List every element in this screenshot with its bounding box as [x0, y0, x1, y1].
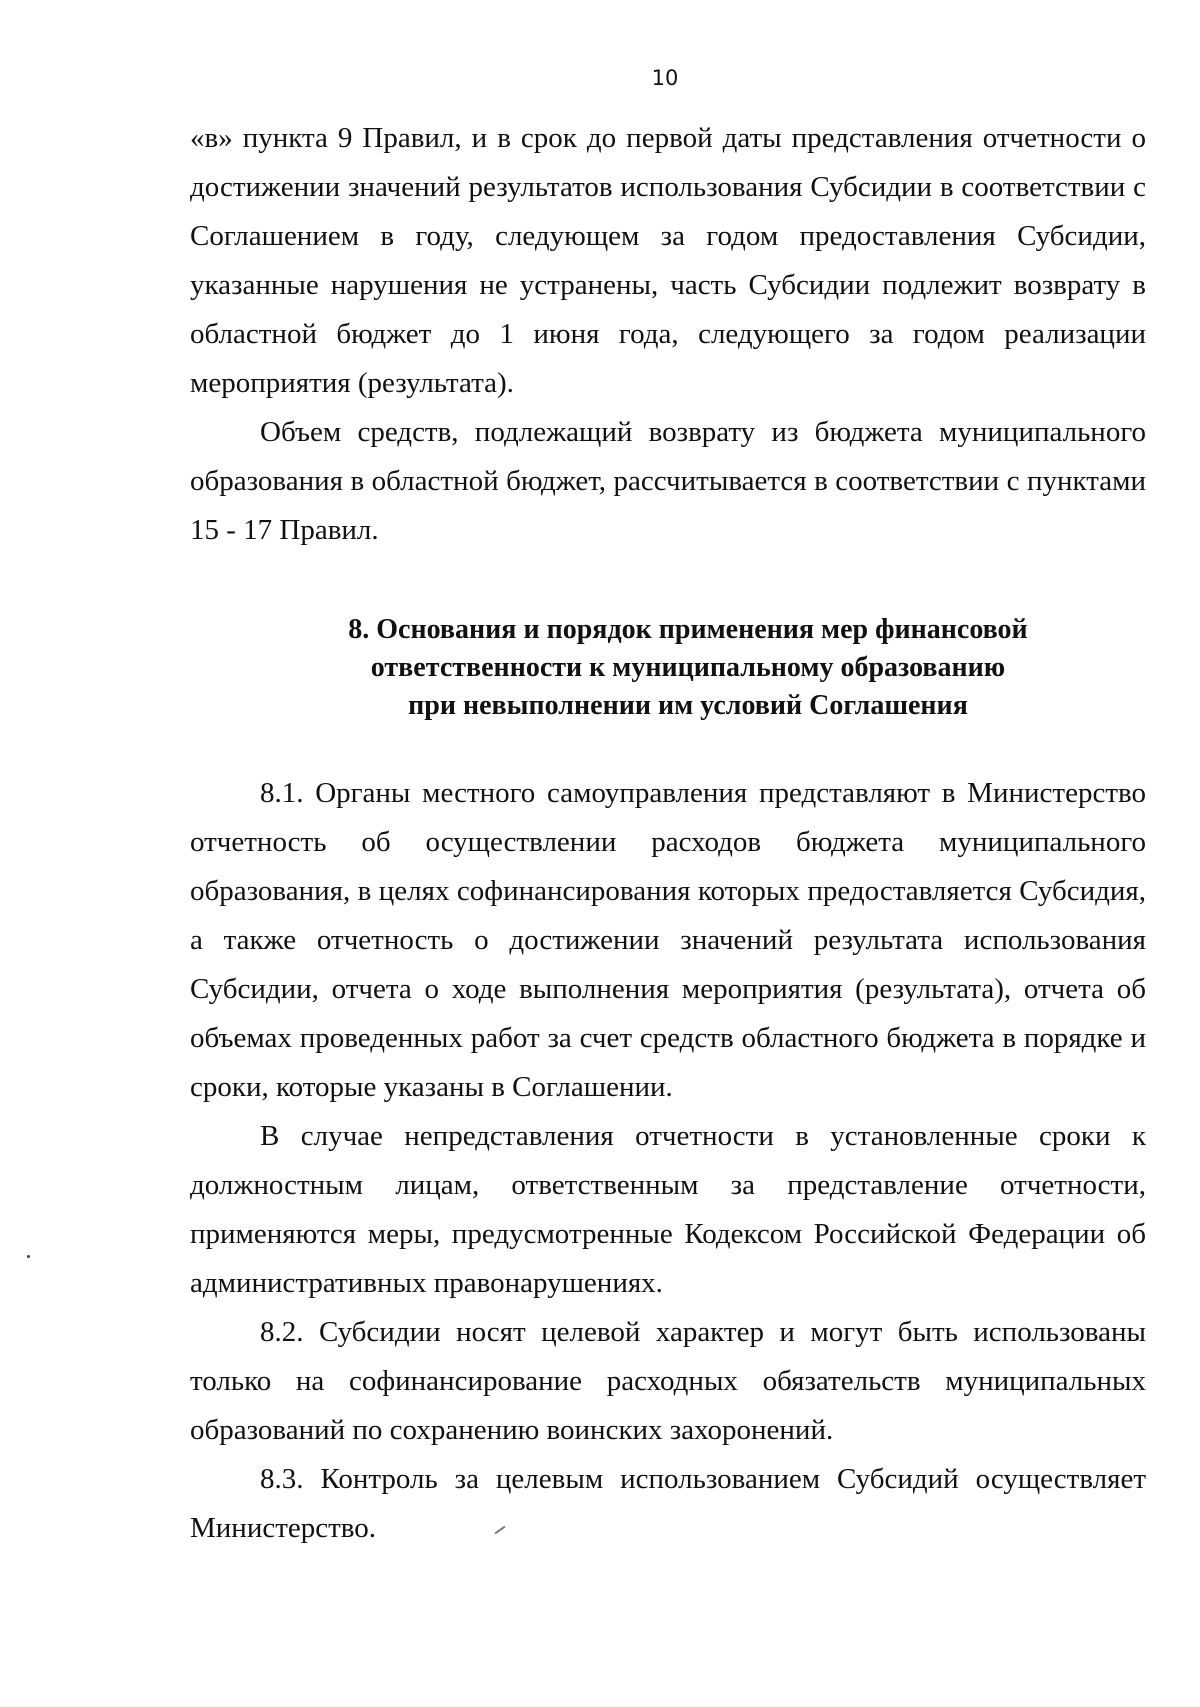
paragraph-8-1: 8.1. Органы местного самоуправления представляют в Министерство отчетность об осуществлении расходов бюджета муниципального образования, в целях софинансирования которых предоставляется Субсидия, а также отчетность о достижении значений результата использования Субсидии, отчета о ходе выполнения мероприятия (результата), отчета об объемах проведенных работ за счет средств областного бюджета в порядке и сроки, которые указаны в Соглашении.	[190, 777, 1146, 1103]
paragraph-8-2: 8.2. Субсидии носят целевой характер и могут быть использованы только на софинансирование расходных обязательств муниципальных образований по сохранению воинских захоронений.	[190, 1316, 1146, 1446]
section-heading	[190, 611, 1146, 725]
section-heading-line-2: ответственности к муниципальному образованию	[370, 652, 1006, 683]
page-number: 10	[651, 66, 679, 90]
section-heading-line-1: 8. Основания и порядок применения мер финансовой	[348, 614, 1028, 645]
paragraph-continuation: «в» пункта 9 Правил, и в срок до первой даты представления отчетности о достижении значений результатов использования Субсидии в соответствии с Соглашением в году, следующем за годом предоставления Субсидии, указанные нарушения не устранены, часть Субсидии подлежит возврату в областной бюджет до 1 июня года, следующего за годом реализации мероприятия (результата).	[190, 122, 1146, 399]
document-body	[190, 114, 1146, 1553]
scan-speck	[27, 1255, 30, 1258]
paragraph-non-submission: В случае непредставления отчетности в установленные сроки к должностным лицам, ответственным за представление отчетности, применяются меры, предусмотренные Кодексом Российской Федерации об административных правонарушениях.	[190, 1120, 1146, 1299]
paragraph-8-3: 8.3. Контроль за целевым использованием Субсидий осуществляет Министерство.	[190, 1463, 1146, 1544]
paragraph-refund-volume: Объем средств, подлежащий возврату из бюджета муниципального образования в областной бюджет, рассчитывается в соответствии с пунктами 15 - 17 Правил.	[190, 416, 1146, 546]
section-heading-line-3: при невыполнении им условий Соглашения	[408, 690, 968, 721]
